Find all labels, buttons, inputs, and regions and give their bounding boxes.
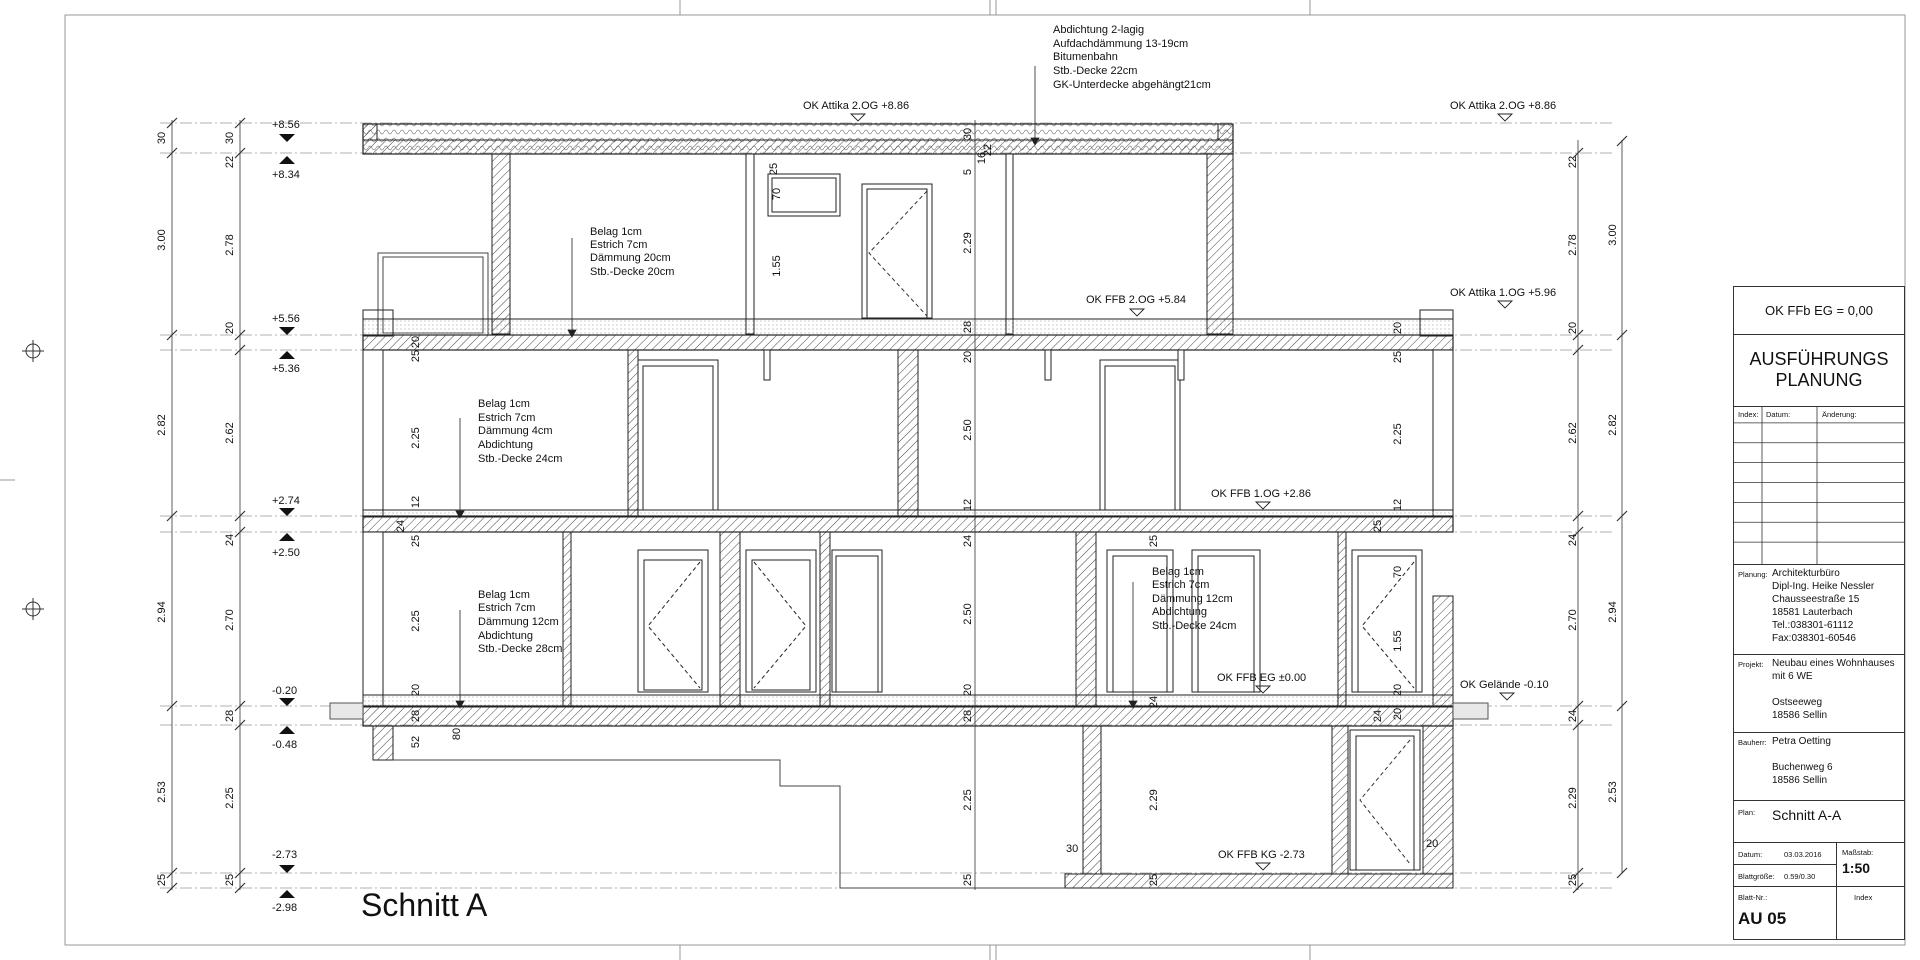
projekt-label: Projekt:	[1738, 660, 1764, 669]
projekt-block	[1772, 657, 1895, 722]
planung-line: Dipl-Ing. Heike Nessler	[1772, 581, 1875, 592]
dim-value: 20	[1567, 321, 1579, 335]
massstab-value: 1:50	[1842, 860, 1871, 876]
build-up-line: Bitumenbahn	[1053, 51, 1118, 63]
dim-value: 2.62	[1567, 422, 1579, 444]
doors-eg	[638, 550, 1422, 692]
dim-value: 2.53	[1607, 781, 1619, 803]
index-grid	[1734, 407, 1904, 564]
build-up-line: Estrich 7cm	[1152, 579, 1210, 591]
build-up-line: Abdichtung	[478, 630, 534, 642]
dim-value: 2.78	[1567, 234, 1579, 256]
wall-2og-right	[1207, 154, 1233, 334]
blattnr-label: Blatt-Nr.:	[1738, 893, 1768, 902]
dim-value: 2.94	[1607, 601, 1619, 623]
dim-value: 52	[410, 735, 422, 749]
datum-label: Datum:	[1738, 850, 1763, 859]
dim-value: 22	[224, 155, 236, 169]
elevation-value: +8.56	[272, 119, 300, 131]
projekt-line: 18586 Sellin	[1772, 710, 1828, 721]
dim-value: 1.55	[771, 255, 783, 277]
dim-value: 25	[1148, 873, 1160, 887]
dim-value: 2.25	[962, 789, 974, 811]
build-up-line: Estrich 7cm	[590, 239, 648, 251]
dim-value: 1.55	[1392, 630, 1404, 652]
build-up-line: Dämmung 12cm	[478, 616, 559, 628]
dim-value: 24	[1567, 533, 1579, 547]
dim-value: 2.29	[1567, 787, 1579, 809]
wall-kg-right	[1423, 726, 1453, 874]
dim-value: 25	[1567, 873, 1579, 887]
floor-build-up-eg-left-text	[478, 589, 562, 655]
slab-1og-concrete	[363, 516, 1453, 532]
dim-value: 16	[976, 151, 988, 165]
build-up-line: Stb.-Decke 24cm	[1152, 620, 1237, 632]
wall-eg-int2	[720, 532, 740, 706]
dim-value: 25	[410, 534, 422, 548]
slab-2og	[363, 319, 1453, 335]
level-label: OK FFB EG ±0.00	[1217, 672, 1307, 684]
index-header: Index:	[1738, 410, 1759, 419]
post-1og	[1045, 350, 1051, 380]
wall-2og-mid2	[1006, 154, 1013, 334]
dim-value: 24	[1148, 695, 1160, 709]
blattgroesse-cell	[1734, 865, 1837, 887]
wall-1og-right	[1433, 350, 1453, 516]
dim-value: 20	[1392, 707, 1404, 721]
foundation-step	[393, 760, 1065, 888]
elevation-value: -2.98	[272, 902, 298, 914]
dim-value: 20	[962, 350, 974, 364]
crosshair-icon	[22, 340, 44, 362]
wall-eg-int1	[563, 532, 571, 706]
elevation-value: +2.50	[272, 547, 300, 559]
dim-value: 20	[410, 335, 422, 349]
dim-value: 20	[1392, 321, 1404, 335]
projekt-row	[1734, 655, 1904, 733]
dim-value: 2.29	[962, 232, 974, 254]
projekt-line: Neubau eines Wohnhauses	[1772, 658, 1895, 669]
dim-value: 2.62	[224, 422, 236, 444]
index-label: Index	[1854, 893, 1873, 902]
slab-eg	[363, 695, 1453, 707]
dim-value: 25	[1392, 350, 1404, 364]
build-up-line: Dämmung 12cm	[1152, 593, 1233, 605]
build-up-line: Stb.-Decke 28cm	[478, 643, 563, 655]
planung-line: Fax:038301-60546	[1772, 633, 1856, 644]
elevation-value: +2.74	[272, 495, 300, 507]
dim-value: 70	[771, 187, 783, 201]
wall-eg-int3	[820, 532, 830, 706]
wall-2og-mid	[746, 154, 754, 334]
slab-kg	[1065, 874, 1453, 888]
base-level: OK FFb EG = 0,00	[1764, 303, 1874, 318]
dim-value: 30	[156, 131, 168, 145]
attika-left	[363, 124, 377, 140]
blattnr-row	[1734, 887, 1904, 939]
dim-value: 25	[1148, 534, 1160, 548]
planung-line: 18581 Lauterbach	[1772, 607, 1853, 618]
index-table	[1734, 407, 1904, 565]
wall-kg-int	[1332, 726, 1348, 874]
dim-value: 2.70	[1567, 609, 1579, 631]
title-block	[1733, 286, 1905, 940]
attika-right	[1218, 124, 1233, 140]
date-header: Datum:	[1766, 410, 1791, 419]
door-1og-b	[1100, 360, 1180, 510]
plan-type-line2: PLANUNG	[1775, 370, 1863, 390]
build-up-line: Abdichtung	[1152, 606, 1208, 618]
dim-value: 20	[1426, 838, 1439, 850]
wall-eg-left	[363, 532, 383, 706]
build-up-line: Abdichtung	[478, 439, 534, 451]
wall-1og-int2	[898, 350, 918, 516]
planung-line: Chausseestraße 15	[1772, 594, 1860, 605]
plan-label: Plan:	[1738, 808, 1756, 817]
build-up-line: Stb.-Decke 20cm	[590, 266, 675, 278]
elevation-value: +5.56	[272, 313, 300, 325]
dim-value: 28	[962, 709, 974, 723]
door-1og-a	[638, 360, 718, 510]
level-label: OK Attika 2.OG +8.86	[803, 100, 910, 112]
dim-value: 28	[410, 709, 422, 723]
dim-value: 22	[1567, 155, 1579, 169]
dim-value: 2.50	[962, 419, 974, 441]
dim-value: 25	[1372, 519, 1384, 533]
wall-kg-mid	[1083, 726, 1101, 874]
bauherr-line: 18586 Sellin	[1772, 775, 1828, 786]
build-up-line: Estrich 7cm	[478, 412, 536, 424]
plan-type-row	[1734, 335, 1904, 407]
dim-value: 12	[962, 498, 974, 512]
dim-value: 12	[410, 495, 422, 509]
level-label: OK Attika 2.OG +8.86	[1450, 100, 1557, 112]
build-up-line: Dämmung 4cm	[478, 425, 553, 437]
dim-value: 25	[410, 349, 422, 363]
dim-text-left-inner	[224, 132, 236, 886]
dim-value: 2.78	[224, 234, 236, 256]
terrain-left	[330, 703, 363, 719]
bauherr-block	[1772, 735, 1833, 787]
roof-concrete	[363, 140, 1233, 157]
wall-2og-left	[492, 154, 510, 334]
dim-text-left-outer	[156, 132, 168, 886]
dim-value: 20	[1392, 683, 1404, 697]
projekt-line: Ostseeweg	[1772, 697, 1823, 708]
dim-value: 3.00	[1607, 224, 1619, 246]
base-level-row	[1734, 287, 1904, 335]
planung-line: Tel.:038301-61112	[1772, 620, 1854, 631]
dim-value: 2.25	[410, 610, 422, 632]
bauherr-line: Buchenweg 6	[1772, 762, 1833, 773]
dim-value: 25	[962, 873, 974, 887]
elevation-value: -0.20	[272, 685, 298, 697]
build-up-line: Aufdachdämmung 13-19cm	[1053, 38, 1189, 50]
dim-value: 2.82	[156, 414, 168, 436]
datum-cell	[1734, 843, 1837, 865]
datum-value: 03.03.2016	[1784, 850, 1822, 859]
bauherr-label: Bauherr:	[1738, 738, 1767, 747]
dim-value: 24	[962, 534, 974, 548]
dim-value: 30	[224, 131, 236, 145]
build-up-line: GK-Unterdecke abgehängt21cm	[1053, 79, 1211, 91]
door-2og	[862, 184, 932, 318]
dim-value: 30	[1066, 843, 1079, 855]
build-up-line: Stb.-Decke 24cm	[478, 453, 563, 465]
dim-value: 20	[410, 683, 422, 697]
dim-value: 20	[962, 683, 974, 697]
build-up-line: Stb.-Decke 22cm	[1053, 65, 1138, 77]
dim-value: 2.70	[224, 609, 236, 631]
dim-value: 3.00	[156, 229, 168, 251]
build-up-line: Abdichtung 2-lagig	[1053, 24, 1145, 36]
dim-value: 2.25	[1392, 423, 1404, 445]
planung-label: Planung:	[1738, 570, 1768, 579]
plan-value: Schnitt A-A	[1772, 807, 1842, 823]
elevation-value: -0.48	[272, 739, 298, 751]
dim-text-center	[962, 128, 994, 886]
wall-1og-int1	[628, 350, 638, 516]
build-up-line: Belag 1cm	[1152, 566, 1204, 578]
roof-build-up-text	[1053, 24, 1211, 91]
dim-value: 22	[982, 143, 994, 157]
dim-value: 24	[395, 519, 407, 533]
dim-value: 24	[1567, 709, 1579, 723]
build-up-line: Belag 1cm	[478, 398, 530, 410]
bauherr-line	[1772, 748, 1833, 761]
wall-kg-left	[373, 726, 393, 760]
slab-eg-concrete	[363, 706, 1453, 726]
dim-value: 2.94	[156, 601, 168, 623]
bauherr-row	[1734, 733, 1904, 801]
build-up-line: Dämmung 20cm	[590, 252, 671, 264]
dim-chain-right	[1573, 136, 1627, 893]
bauherr-line: Petra Oetting	[1772, 736, 1831, 747]
level-label: OK FFB 2.OG +5.84	[1086, 294, 1186, 306]
dim-value: 30	[962, 127, 974, 141]
level-label: OK FFB 1.OG +2.86	[1211, 488, 1311, 500]
massstab-label: Maßstab:	[1842, 848, 1874, 857]
elevation-texts-left	[272, 119, 300, 914]
blattgroesse-value: 0.59/0.30	[1784, 872, 1816, 881]
dim-chain-left	[167, 118, 245, 893]
projekt-line: mit 6 WE	[1772, 671, 1813, 682]
wall-1og-left	[363, 350, 383, 516]
dim-value: 2.29	[1148, 789, 1160, 811]
dim-value: 28	[962, 320, 974, 334]
dim-value: 25	[156, 873, 168, 887]
build-up-line: Belag 1cm	[478, 589, 530, 601]
post-1og	[1178, 350, 1184, 380]
wall-eg-int4	[1076, 532, 1096, 706]
elevation-value: +5.36	[272, 363, 300, 375]
wall-eg-int5	[1338, 532, 1346, 706]
plan-row	[1734, 801, 1904, 843]
blattnr-cell	[1734, 887, 1837, 939]
terrain-right	[1453, 703, 1488, 719]
dim-value: 25	[768, 162, 780, 176]
dim-value: 2.25	[410, 427, 422, 449]
blattgroesse-label: Blattgröße:	[1738, 872, 1775, 881]
datum-row	[1734, 843, 1904, 887]
slab-2og-concrete	[363, 335, 1453, 350]
dim-value: 80	[451, 727, 463, 741]
planung-row	[1734, 565, 1904, 655]
dim-value: 2.53	[156, 781, 168, 803]
floor-build-up-2og-text	[590, 226, 674, 278]
dim-value: 12	[1392, 498, 1404, 512]
dim-value: 2.82	[1607, 414, 1619, 436]
floor-build-up-1og-text	[478, 398, 562, 465]
build-up-line: Estrich 7cm	[478, 602, 536, 614]
elevation-value: +8.34	[272, 169, 300, 181]
dim-value: 2.25	[224, 787, 236, 809]
wall-eg-right	[1433, 596, 1453, 706]
dim-value: 70	[1392, 565, 1404, 579]
dim-text-right-outer	[1607, 224, 1619, 802]
post-1og	[764, 350, 770, 380]
build-up-line: Belag 1cm	[590, 226, 642, 238]
level-label: OK Gelände -0.10	[1460, 679, 1549, 691]
section-title: Schnitt A	[361, 887, 488, 923]
projekt-line	[1772, 683, 1895, 696]
level-label: OK FFB KG -2.73	[1218, 849, 1305, 861]
dim-value: 24	[224, 533, 236, 547]
crosshair-icon	[22, 598, 44, 620]
dim-value: 24	[1372, 709, 1384, 723]
planung-block	[1772, 567, 1874, 645]
plan-type-line1: AUSFÜHRUNGS	[1749, 349, 1889, 369]
dim-value: 20	[224, 321, 236, 335]
blattnr-value: AU 05	[1738, 909, 1787, 928]
planung-line: Architekturbüro	[1772, 568, 1840, 579]
dim-value: 2.50	[962, 603, 974, 625]
elevation-value: -2.73	[272, 849, 298, 861]
dim-value: 25	[224, 873, 236, 887]
dim-value: 28	[224, 709, 236, 723]
level-label: OK Attika 1.OG +5.96	[1450, 287, 1557, 299]
change-header: Änderung:	[1822, 410, 1857, 419]
dim-value: 5	[962, 168, 974, 176]
